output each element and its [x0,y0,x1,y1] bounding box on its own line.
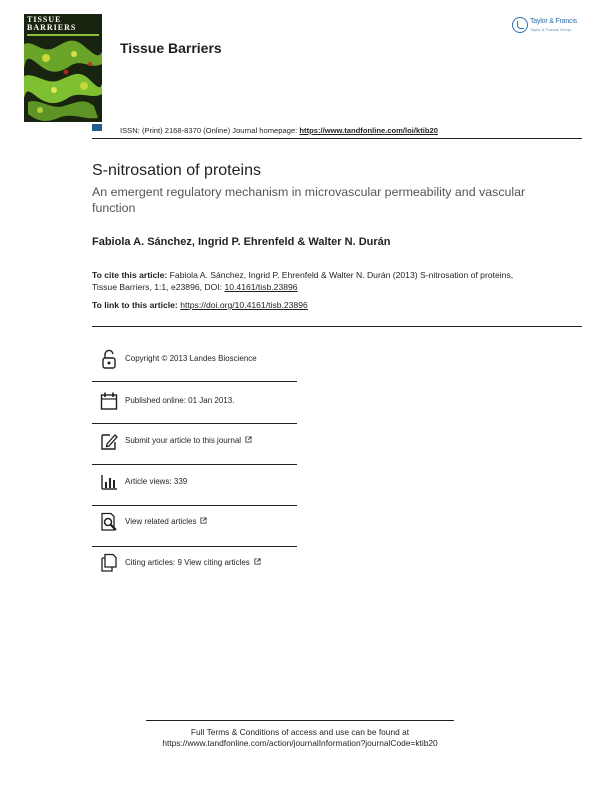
pencil-edit-icon [100,431,118,451]
magnifier-document-icon [100,512,118,532]
cover-badge [92,124,102,131]
citation-label: To cite this article: [92,270,168,280]
journal-homepage-link[interactable]: https://www.tandfonline.com/loi/ktib20 [299,126,438,135]
journal-name[interactable]: Tissue Barriers [120,40,222,56]
info-divider [92,464,297,465]
info-divider [92,546,297,547]
stacked-documents-icon [100,553,118,573]
citation-block [92,269,532,293]
publisher-name: Taylor & Francis [530,18,577,25]
published-text: Published online: 01 Jan 2013. [125,396,235,405]
citing-row[interactable] [100,553,360,575]
related-row[interactable] [100,512,360,534]
footer-terms-text: Full Terms & Conditions of access and use can be found at [190,727,410,737]
external-link-icon [245,436,252,443]
article-title: S-nitrosation of proteins [92,162,261,179]
info-divider [92,423,297,424]
published-row [100,391,360,413]
views-row [100,472,360,494]
publisher-logo-icon [512,17,528,33]
external-link-icon [200,517,207,524]
citation-text: Fabiola A. Sánchez, Ingrid P. Ehrenfeld & Walter N. Durán (2013) S-nitrosation of proteins, Tissue Barriers, 1:1, e23896, DOI: [92,270,514,292]
citing-articles-link[interactable]: Citing articles: 9 View citing articles [125,558,261,567]
calendar-icon [100,391,118,411]
issn-line [120,126,438,135]
external-link-icon [254,558,261,565]
footer-divider [146,720,454,721]
article-doi-link[interactable]: https://doi.org/10.4161/tisb.23896 [180,300,308,310]
view-related-articles-link[interactable]: View related articles [125,517,207,526]
submit-article-link[interactable]: Submit your article to this journal [125,436,252,445]
bar-chart-icon [100,472,118,492]
article-subtitle: An emergent regulatory mechanism in microvascular permeability and vascular function [92,185,526,215]
footer [0,727,600,749]
link-label: To link to this article: [92,300,181,310]
citation-divider [92,326,582,327]
article-authors: Fabiola A. Sánchez, Ingrid P. Ehrenfeld & Walter N. Durán [92,236,391,248]
views-text: Article views: 339 [125,477,188,486]
publisher-group: Taylor & Francis Group [530,27,571,32]
doi-link[interactable]: 10.4161/tisb.23896 [224,282,298,292]
copyright-text: Copyright © 2013 Landes Bioscience [125,354,257,363]
footer-terms-link[interactable]: https://www.tandfonline.com/action/journalInformation?journalCode=ktib20 [162,738,438,748]
header-divider [92,138,582,139]
info-divider [92,505,297,506]
issn-text: ISSN: (Print) 2168-8370 (Online) Journal homepage: [120,126,300,135]
copyright-row [100,349,360,371]
journal-cover [24,14,102,122]
open-lock-icon [100,349,118,369]
publisher-logo[interactable] [512,17,582,39]
submit-row[interactable] [100,431,360,453]
article-link-line [92,300,308,310]
cover-title: TISSUE BARRIERS [27,15,77,32]
cover-accent-bar [27,34,99,36]
info-divider [92,381,297,382]
